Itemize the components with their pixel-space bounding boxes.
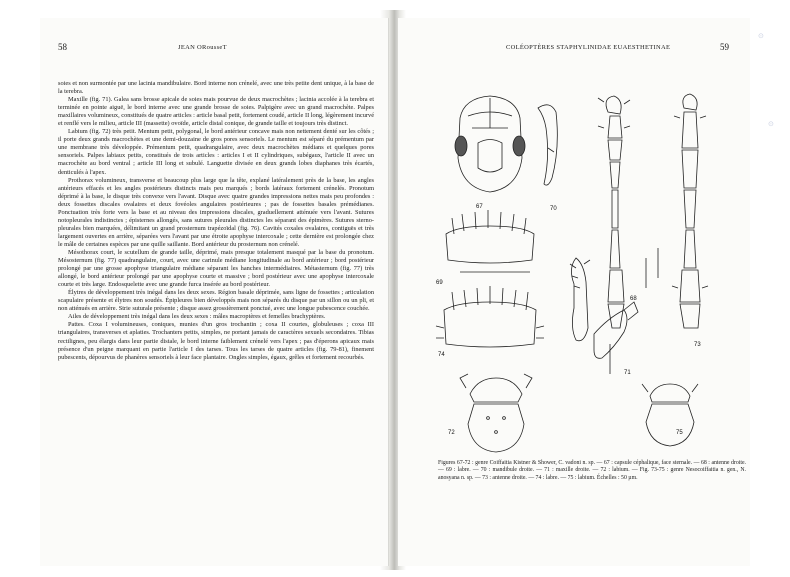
paragraph: Labium (fig. 72) très petit. Mentum petit, polygonal, le bord antérieur concave mais non nettement denté sur les côtés ; il porte deux grands macrochètes et une demi-douzaine de gros pores sensoriels. Le mentum est séparé du prémentum par une membrane très développée. Prémentum petit, quadrangulaire, avec deux macrochètes médians et quelques pores sensoriels. Palpes labiaux petits, constitués de trois articles : articles I et II cylindriques, subégaux, l'article II avec un macrochète au bord ventral ; article III long et subulé. Languette divisée en deux grands lobes diaphanes très écartés, denticulés à l'apex. <box>58 128 374 176</box>
page-edge-mark: ⊙ <box>768 121 774 128</box>
fig-68-antenna <box>598 96 646 328</box>
figure-label: 72 <box>448 430 455 436</box>
figure-label: 71 <box>624 370 631 376</box>
fig-71-maxilla <box>570 258 638 376</box>
paragraph: Ailes de développement très inégal dans les deux sexes : mâles macroptères et femelles brachyptères. <box>68 313 326 321</box>
figure-caption: Figures 67-72 : genre Coiffaitia Kistner & Shower, C. vadoni n. sp. — 67 : capsule céphalique, face sternale. — 68 : antenne droite. — 69 : labre. — 70 : mandibule droite. — 71 : maxille droite. — 72 : labium. — Fig. 73-75 : genre Nesocoiffaitia n. gen., N. anosyana n. sp. — 73 : antenne droite. — 74 : labre. — 75 : labium. Échelles : 50 µm. <box>438 460 746 481</box>
running-head-left: JEAN ORousseT <box>178 44 227 51</box>
figure-label: 67 <box>476 204 483 210</box>
paragraph: soies et non surmontée par une lacinia mandibulaire. Bord interne non crénelé, avec une très petite dent unique, à la base de la terebra. <box>58 80 374 96</box>
fig-70-mandible <box>538 105 557 212</box>
fig-69-labrum <box>436 210 534 286</box>
paragraph: Maxille (fig. 71). Galea sans brosse apicale de soies mais pourvue de deux macrochètes ; lacinia accolée à la terebra et terminée en pointe aiguë, le bord interne avec une grande brosse de soies. Palpigère avec un grand macrochète. Palpes maxillaires volumineux, constitués de quatre articles : article basal petit, fortement coudé, article II long, légèrement incurvé et renflé vers le milieu, article III (massette) ovoïde, article distal conique, de grande taille et toujours très distinct. <box>58 96 375 128</box>
fig-67-head-capsule <box>455 96 525 210</box>
figure-label: 68 <box>630 296 637 302</box>
body-text <box>58 80 374 362</box>
figure-label: 73 <box>694 342 701 348</box>
fig-72-labium <box>448 374 532 452</box>
figure-label: 69 <box>436 280 443 286</box>
fig-74-labrum <box>436 286 544 358</box>
page-edge-mark: ⊙ <box>758 33 764 40</box>
fig-73-antenna <box>658 94 708 348</box>
figure-label: 74 <box>438 352 445 358</box>
figure-label: 70 <box>550 206 557 212</box>
paragraph: Élytres de développement très inégal dans les deux sexes. Région basale déprimée, sans ligne de fossettes ; articulation scapulaire présente et élytres non soudés. Épipleures bien développés mais non séparés du disque par un sillon ou un pli, et non atténués en arrière. Strie suturale présente ; disque assez grossièrement ponctué, avec une longue pubescence couchée. <box>58 289 374 313</box>
figure-label: 75 <box>676 430 683 436</box>
fig-75-labium <box>642 384 698 446</box>
page-number-right: 59 <box>720 42 729 52</box>
figure-plate <box>398 88 750 458</box>
left-page <box>40 18 389 566</box>
right-page <box>398 18 750 566</box>
paragraph: Mésothorax court, le scutellum de grande taille, déprimé, mais presque totalement masqué par la base du pronotum. Mésosternum (fig. 77) quadrangulaire, court, avec une carinule médiane longitudinale au bord antérieur ; bord postérieur prolongé par une grosse apophyse triangulaire médiane séparant les hanches intermédiaires. Métasternum (fig. 77) très allongé, le bord antérieur prolongé par une apophyse courte et massive ; bord postérieur avec une apophyse intercoxale courte et très large. Endosquelette avec une grande furca insérée au bord postérieur. <box>58 248 374 289</box>
running-head-right: COLÉOPTÈRES STAPHYLINIDAE EUAESTHETINAE <box>506 44 671 51</box>
paragraph: Prothorax volumineux, transverse et beaucoup plus large que la tête, explané latéralement près de la base, les angles antérieurs effacés et les angles postérieurs distincts mais peu marqués ; bords latéraux fortement crénelés. Pronotum déprimé à la base, le disque très convexe vers l'avant. Disque avec quatre grandes impressions nettes mais peu profondes : deux fossettes discales ovalaires et deux fovéoles angulaires postérieures ; pas de fossettes basales prémédianes. Ponctuation très forte vers la base et au niveau des impressions discales, graduellement atténuée vers l'avant. Sutures notopleurales indistinctes ; épisternes allongés, sans sutures pleurales distinctes les séparant des épimères. Sutures sterno-pleurales bien marquées, délimitant un grand prosternum trapézoïdal (fig. 76). Cavités coxales ovalaires, contiguës et très largement ouvertes en arrière, séparées vers l'avant par une étroite apophyse intercoxale ; cette dernière est prolongée chez le mâle de certaines espèces par une quille saillante. Bord antérieur du prosternum non crénelé. <box>58 176 374 248</box>
page-number-left: 58 <box>58 42 67 52</box>
paragraph: Pattes. Coxa I volumineuses, coniques, munies d'un gros trochantin ; coxa II courtes, globuleuses ; coxa III triangulaires, transverses et aplaties. Trochanters petits, simples, ne portant jamais de caractères sexuels secondaires. Tibias rectilignes, peu élargis dans leur partie distale, le bord interne faiblement crénelé vers l'apex ; pas d'éperons apicaux mais présence d'un peigne marquant en partie l'article I des tarses. Tous les tarses de quatre articles (fig. 79-81), finement pubescents, dépourvus de phanères sensoriels à leur face plantaire. Ongles simples, égaux, grêles et fortement recourbés. <box>58 321 374 361</box>
